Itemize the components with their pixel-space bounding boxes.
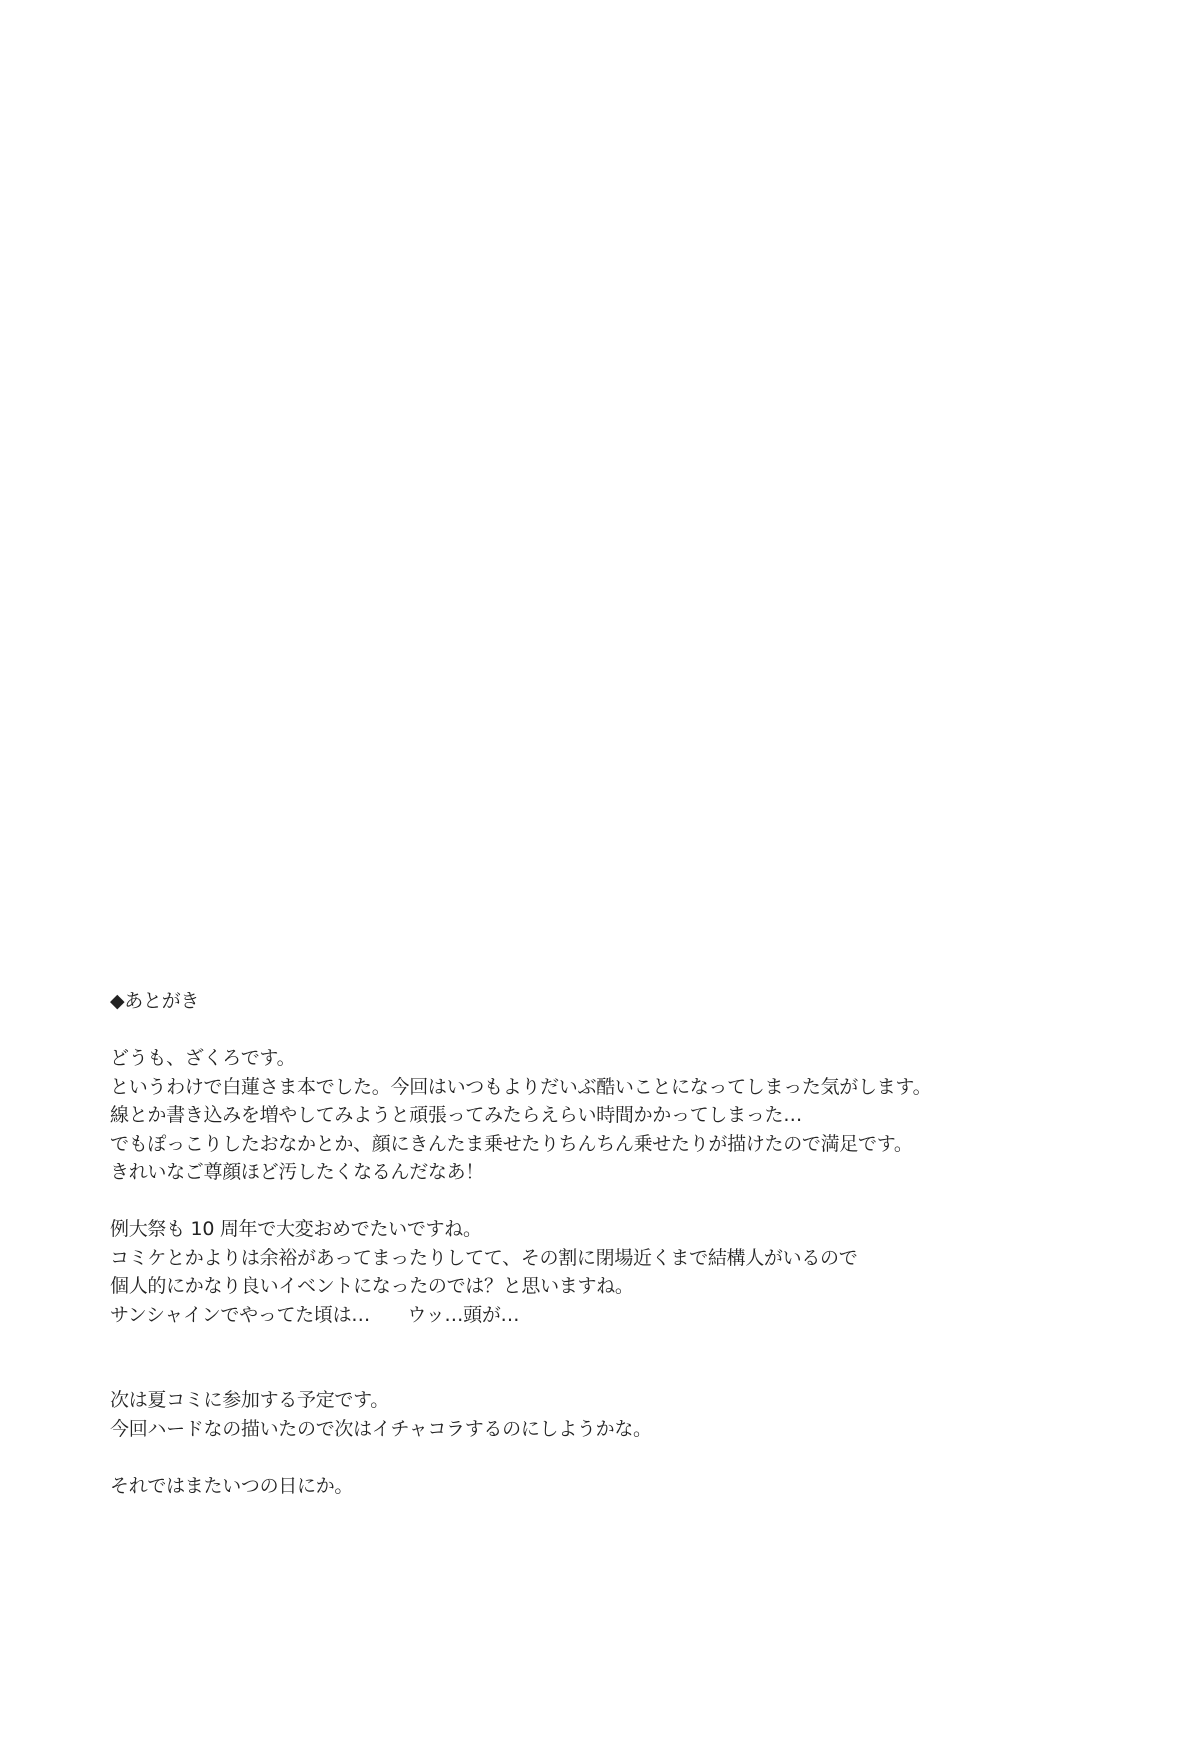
text-line: それではまたいつの日にか。 bbox=[110, 1474, 354, 1497]
text-line: というわけで白蓮さま本でした。今回はいつもよりだいぶ酷いことになってしまった気がします。 bbox=[110, 1075, 932, 1098]
text-line: コミケとかよりは余裕があってまったりしてて、その割に閉場近くまで結構人がいるので bbox=[110, 1246, 858, 1269]
afterword-heading: ◆あとがき bbox=[110, 990, 200, 1012]
afterword-text-block bbox=[110, 987, 931, 1500]
text-line: 例大祭も 10 周年で大変おめでたいですね。 bbox=[110, 1218, 482, 1240]
text-line: でもぽっこりしたおなかとか、顔にきんたま乗せたりちんちん乗せたりが描けたので満足です。 bbox=[110, 1132, 913, 1155]
text-line: 線とか書き込みを増やしてみようと頑張ってみたらえらい時間かかってしまった… bbox=[110, 1104, 802, 1126]
text-line: 今回ハードなの描いたので次はイチャコラするのにしようかな。 bbox=[110, 1417, 652, 1440]
paragraph-next-plans bbox=[110, 1386, 931, 1443]
text-line: 次は夏コミに参加する予定です。 bbox=[110, 1389, 389, 1411]
paragraph-event bbox=[110, 1215, 931, 1329]
text-line: 個人的にかなり良いイベントになったのでは？と思いますね。 bbox=[110, 1275, 634, 1297]
paragraph-intro bbox=[110, 1044, 931, 1187]
text-line: サンシャインでやってた頃は… ウッ…頭が… bbox=[110, 1303, 520, 1326]
text-line: どうも、ざくろです。 bbox=[110, 1047, 296, 1069]
text-line: きれいなご尊顔ほど汚したくなるんだなあ！ bbox=[110, 1161, 485, 1183]
paragraph-farewell bbox=[110, 1472, 931, 1501]
